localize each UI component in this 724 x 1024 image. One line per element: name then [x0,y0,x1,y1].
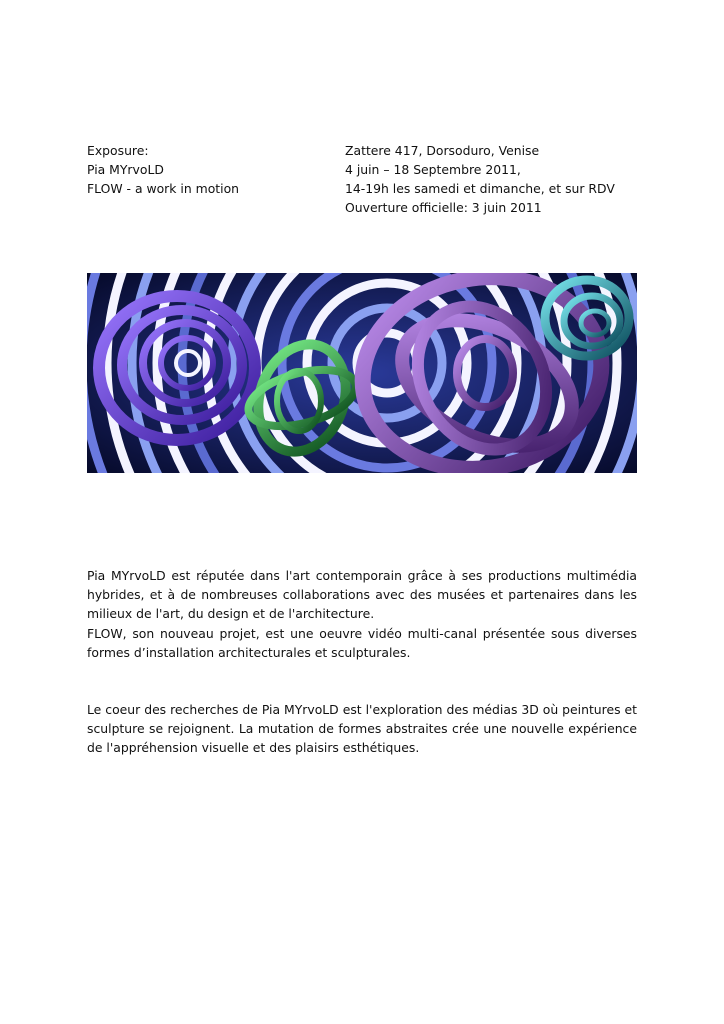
header-dates: 4 juin – 18 Septembre 2011, [345,162,521,177]
header-hours: 14-19h les samedi et dimanche, et sur RDV [345,181,615,196]
exhibition-description [87,566,637,758]
paragraph-research: Le coeur des recherches de Pia MYrvoLD est l'exploration des médias 3D où peintures et sculpture se rejoignent. La mutation de formes abstraites crée une nouvelle expérience de l'appréhension visuelle et des plaisirs esthétiques. [87,702,637,756]
header-artist-name: Pia MYrvoLD [87,162,164,177]
header-left-column [87,141,337,198]
paragraph-intro: Pia MYrvoLD est réputée dans l'art contemporain grâce à ses productions multimédia hybrides, et à de nombreuses collaborations avec des musées et partenaires dans les milieux de l'art, du design et de l'architecture. [87,568,637,622]
header-work-title: FLOW - a work in motion [87,181,240,196]
paragraph-flow: FLOW, son nouveau projet, est une oeuvre vidéo multi-canal présentée sous diverses formes d’installation architecturales et sculpturales. [87,625,637,660]
flow-artwork-image [87,273,637,473]
header-exposure-label: Exposure: [87,143,149,158]
header-address: Zattere 417, Dorsoduro, Venise [345,143,540,158]
header-opening: Ouverture officielle: 3 juin 2011 [345,200,542,215]
flow-artwork-banner [87,273,637,473]
header-right-column [345,141,645,217]
